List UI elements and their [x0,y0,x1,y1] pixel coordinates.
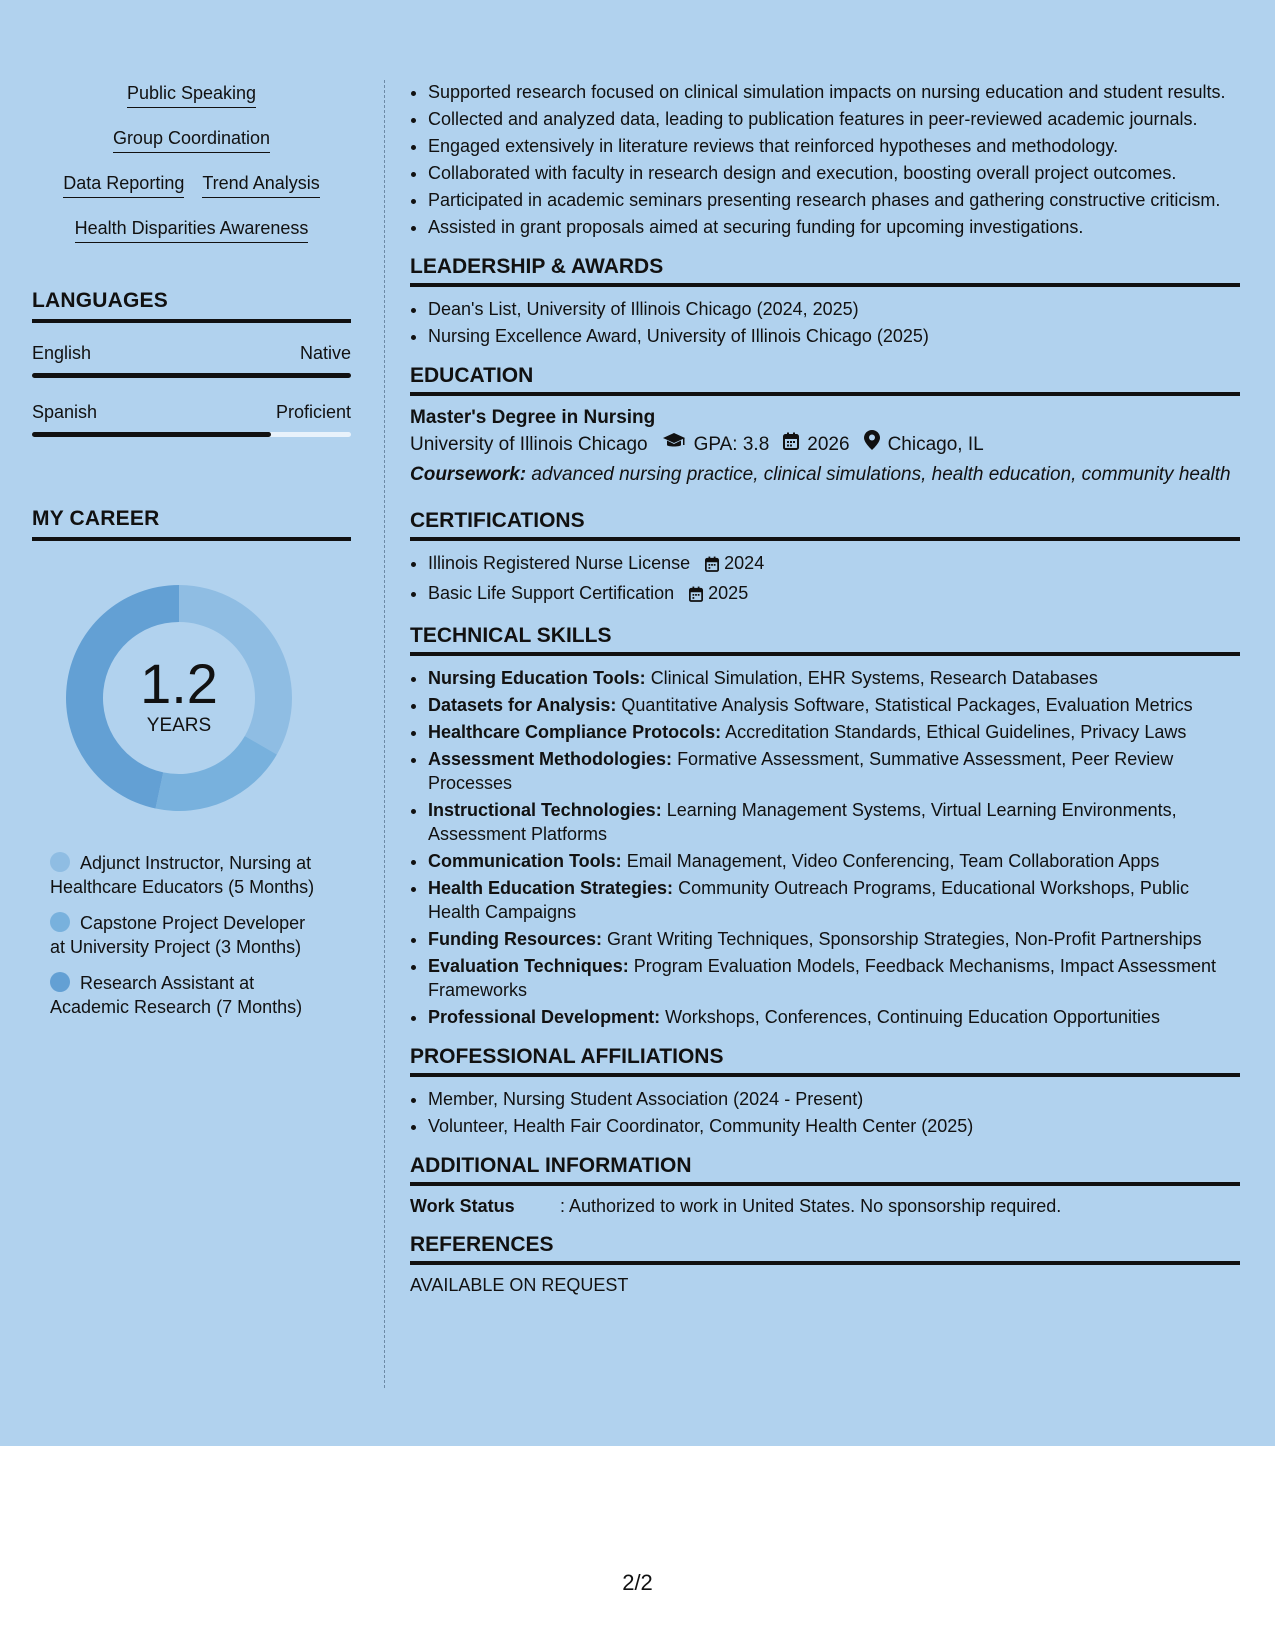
graduation-cap-icon [662,431,686,459]
language-level: Native [299,343,351,363]
list-item [428,693,1240,717]
legend-dot [50,912,70,932]
skill-tag: Public Speaking [127,82,256,108]
legend-item [50,971,320,1019]
list-item [428,1005,1240,1029]
language-bar [32,373,351,378]
list-item: • Volunteer, Health Fair Coordinator, Community Health Center (2025) [428,1114,1240,1138]
skills-tags [32,82,351,243]
list-item [428,954,1240,1002]
list-item: • Participated in academic seminars presenting research phases and gathering constructive criticism. [428,188,1240,212]
skill-text: Community Outreach Programs, Educational Workshops, Public Health Campaigns [428,878,1189,922]
skill-tag: Group Coordination [113,127,270,153]
skill-label: Evaluation Techniques: [428,956,629,976]
skill-tag: Trend Analysis [202,172,319,198]
location-pin-icon [864,430,880,459]
legend-label: Adjunct Instructor, Nursing at Healthcare Educators (5 Months) [50,853,315,897]
language-item-spanish [32,402,351,437]
coursework [410,463,1240,487]
education-details [410,430,1240,459]
list-item [428,849,1240,873]
skill-text: Quantitative Analysis Software, Statistical Packages, Evaluation Metrics [621,695,1193,715]
legend-item [50,851,320,899]
affiliations-list [410,1087,1240,1138]
right-column [410,80,1240,1296]
skill-text: Accreditation Standards, Ethical Guidelines, Privacy Laws [725,722,1187,742]
career-total: 1.2 [140,652,218,715]
education-heading: EDUCATION [410,364,1240,396]
skill-label: Communication Tools: [428,851,622,871]
list-item [428,927,1240,951]
list-item: • Collected and analyzed data, leading to publication features in peer-reviewed academic journals. [428,107,1240,131]
list-item: • Assisted in grant proposals aimed at securing funding for upcoming investigations. [428,215,1240,239]
language-bar [32,432,351,437]
list-item: • Member, Nursing Student Association (2024 - Present) [428,1087,1240,1111]
skill-text: Formative Assessment, Summative Assessment, Peer Review Processes [428,749,1174,793]
skill-text: Grant Writing Techniques, Sponsorship Strategies, Non-Profit Partnerships [607,929,1202,949]
skill-text: Email Management, Video Conferencing, Team Collaboration Apps [626,851,1160,871]
calendar-icon [783,431,799,459]
certifications-heading: CERTIFICATIONS [410,509,1240,541]
leadership-list [410,297,1240,348]
work-status-row [410,1196,1240,1217]
left-column [32,82,351,1031]
calendar-icon [689,584,703,608]
skill-label: Healthcare Compliance Protocols: [428,722,722,742]
additional-info-heading: ADDITIONAL INFORMATION [410,1154,1240,1186]
references-heading: REFERENCES [410,1233,1240,1265]
skill-text: Learning Management Systems, Virtual Learning Environments, Assessment Platforms [428,800,1177,844]
skill-label: Health Education Strategies: [428,878,674,898]
career-heading: MY CAREER [32,507,351,541]
school-location: Chicago, IL [887,433,984,455]
career-section [32,507,351,1019]
donut-center [66,652,292,737]
legend-dot [50,852,70,872]
references-text: AVAILABLE ON REQUEST [410,1275,629,1295]
page-number: 2/2 [622,1570,653,1595]
cert-year: 2024 [724,553,765,573]
cert-name: Basic Life Support Certification [428,583,675,603]
list-item: • Engaged extensively in literature reviews that reinforced hypotheses and methodology. [428,134,1240,158]
certifications-list [410,551,1240,608]
career-donut-chart [66,585,292,811]
skill-label: Assessment Methodologies: [428,749,673,769]
language-name: English [32,343,92,363]
column-divider [384,80,385,1388]
list-item [428,666,1240,690]
degree-title: Master's Degree in Nursing [410,407,656,428]
legend-dot [50,972,70,992]
cert-year: 2025 [708,583,749,603]
skill-label: Professional Development: [428,1007,661,1027]
languages-section [32,289,351,437]
donut-slice [156,736,277,811]
list-item: • Dean's List, University of Illinois Chicago (2024, 2025) [428,297,1240,321]
list-item [428,747,1240,795]
calendar-icon [705,554,719,578]
list-item [428,798,1240,846]
list-item: • Supported research focused on clinical simulation impacts on nursing education and student results. [428,80,1240,104]
languages-heading: LANGUAGES [32,289,351,323]
skill-tag: Health Disparities Awareness [75,217,309,243]
skill-label: Instructional Technologies: [428,800,662,820]
graduation-year: 2026 [807,433,850,455]
skill-label: Nursing Education Tools: [428,668,646,688]
technical-skills-list [410,666,1240,1029]
work-status-label: Work Status [410,1196,515,1216]
language-level: Proficient [275,402,351,422]
coursework-label: Coursework: [410,464,527,485]
language-bar-fill [32,432,271,437]
legend-item [50,911,320,959]
list-item: • Collaborated with faculty in research design and execution, boosting overall project outcomes. [428,161,1240,185]
coursework-text: advanced nursing practice, clinical simulations, health education, community health [531,464,1231,485]
technical-skills-heading: TECHNICAL SKILLS [410,624,1240,656]
language-name: Spanish [32,402,98,422]
work-status-value: : Authorized to work in United States. No sponsorship required. [560,1196,1062,1216]
skill-label: Funding Resources: [428,929,603,949]
school-name: University of Illinois Chicago [410,433,648,455]
career-unit: YEARS [146,715,212,736]
list-item [428,876,1240,924]
skill-text: Program Evaluation Models, Feedback Mechanisms, Impact Assessment Frameworks [428,956,1216,1000]
language-item-english [32,343,351,378]
skill-tag: Data Reporting [63,172,184,198]
list-item [428,720,1240,744]
legend-label: Research Assistant at Academic Research (7 Months) [50,973,303,1017]
skill-text: Workshops, Conferences, Continuing Education Opportunities [665,1007,1161,1027]
affiliations-heading: PROFESSIONAL AFFILIATIONS [410,1045,1240,1077]
research-bullets [410,80,1240,239]
language-bar-fill [32,373,351,378]
leadership-heading: LEADERSHIP & AWARDS [410,255,1240,287]
list-item [428,581,1240,608]
skill-label: Datasets for Analysis: [428,695,617,715]
list-item: • Nursing Excellence Award, University of Illinois Chicago (2025) [428,324,1240,348]
skill-text: Clinical Simulation, EHR Systems, Research Databases [650,668,1098,688]
cert-name: Illinois Registered Nurse License [428,553,691,573]
gpa: GPA: 3.8 [693,433,770,455]
list-item [428,551,1240,578]
career-legend [50,851,320,1019]
legend-label: Capstone Project Developer at University Project (3 Months) [50,913,306,957]
